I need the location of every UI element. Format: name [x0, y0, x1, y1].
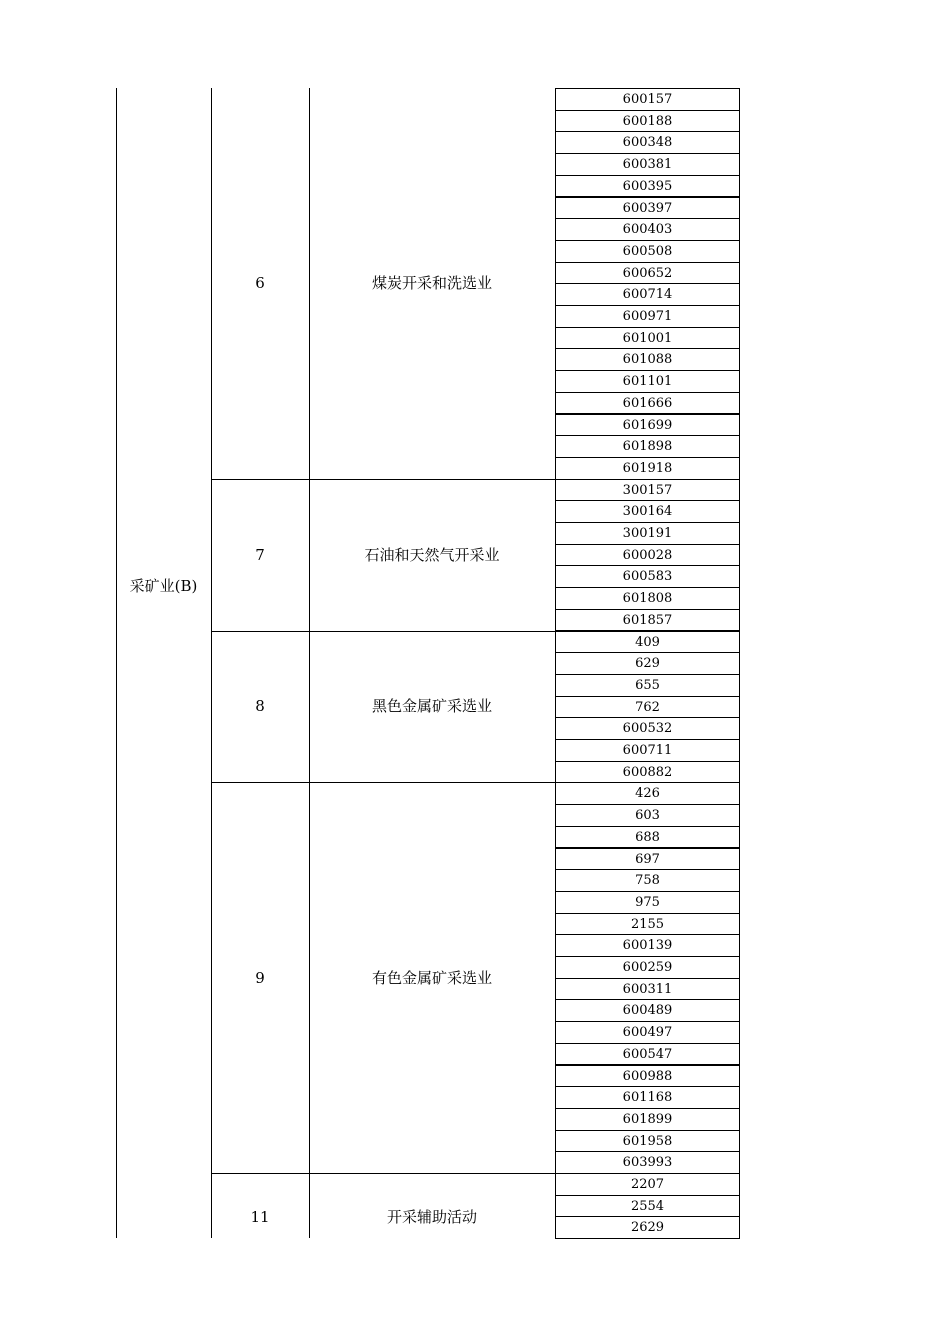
code-cell: [555, 1108, 740, 1131]
stock-code: 600403: [622, 222, 673, 238]
stock-code: 601666: [622, 395, 673, 411]
stock-code: 758: [635, 873, 660, 889]
stock-code: 600028: [622, 547, 673, 563]
code-cell: [555, 110, 740, 133]
group-number: 9: [255, 968, 265, 987]
code-cell: [555, 934, 740, 957]
stock-code: 697: [635, 851, 660, 867]
code-cell: [555, 1173, 740, 1196]
stock-code: 600532: [622, 721, 673, 737]
group-separator: [211, 782, 555, 783]
stock-code: 601168: [622, 1090, 673, 1106]
stock-code: 601101: [622, 374, 673, 390]
code-cell: [555, 739, 740, 762]
group-name: 煤炭开采和洗选业: [371, 274, 492, 293]
stock-code: 2207: [630, 1177, 665, 1192]
stock-code: 600139: [622, 938, 673, 954]
code-cell: [555, 1065, 740, 1088]
stock-code: 409: [635, 634, 660, 650]
code-cell: [555, 197, 740, 220]
stock-code: 629: [635, 656, 660, 672]
stock-code: 601899: [622, 1111, 673, 1127]
stock-code: 600547: [622, 1046, 673, 1062]
code-cell: [555, 370, 740, 393]
stock-code: 601808: [622, 591, 673, 607]
stock-code: 600188: [622, 113, 673, 129]
stock-code: 600397: [622, 200, 673, 216]
group-name: 开采辅助活动: [386, 1208, 477, 1226]
code-cell: [555, 348, 740, 371]
stock-code: 600157: [622, 92, 673, 107]
code-cell: [555, 717, 740, 740]
code-cell: [555, 826, 740, 849]
stock-code: 600988: [622, 1068, 673, 1084]
code-cell: [555, 414, 740, 437]
code-cell: [555, 327, 740, 350]
stock-code: 300191: [622, 526, 673, 541]
code-cell: [555, 218, 740, 241]
stock-code: 601898: [622, 439, 673, 455]
code-cell: [555, 1216, 740, 1239]
code-cell: [555, 913, 740, 936]
code-cell: [555, 587, 740, 610]
group-name: 石油和天然气开采业: [364, 545, 500, 564]
code-cell: [555, 131, 740, 154]
code-cell: [555, 696, 740, 719]
code-cell: [555, 609, 740, 632]
code-cell: [555, 891, 740, 914]
code-cell: [555, 175, 740, 198]
code-cell: [555, 457, 740, 480]
group-number: 11: [250, 1208, 270, 1226]
stock-code: 688: [635, 829, 660, 845]
group-number: 6: [255, 274, 265, 293]
stock-code: 2629: [630, 1220, 665, 1236]
stock-code: 600711: [622, 743, 673, 758]
stock-code: 600395: [622, 178, 673, 194]
stock-code: 600497: [622, 1025, 673, 1041]
code-cell: [555, 522, 740, 545]
stock-code: 600508: [622, 243, 673, 259]
stock-code: 603: [635, 808, 660, 824]
stock-code: 600381: [622, 157, 673, 173]
stock-code: 2554: [630, 1198, 665, 1214]
stock-code: 600311: [622, 981, 673, 997]
code-cell: [555, 761, 740, 784]
stock-code: 300164: [622, 504, 673, 520]
code-cell: [555, 283, 740, 306]
stock-code: 600714: [622, 287, 673, 303]
code-cell: [555, 88, 740, 111]
code-cell: [555, 1195, 740, 1218]
code-cell: [555, 848, 740, 871]
code-cell: [555, 435, 740, 458]
stock-code: 426: [635, 786, 660, 802]
stock-code: 601958: [622, 1133, 673, 1149]
code-cell: [555, 1021, 740, 1044]
code-cell: [555, 1043, 740, 1066]
group-number: 8: [255, 697, 265, 716]
code-cell: [555, 674, 740, 697]
code-cell: [555, 869, 740, 892]
stock-code: 601918: [622, 460, 673, 476]
stock-code: 655: [635, 677, 660, 693]
group-number: 7: [255, 545, 265, 564]
stock-code: 600348: [622, 135, 673, 151]
stock-code: 300157: [622, 482, 673, 498]
stock-code: 601001: [622, 330, 673, 346]
code-cell: [555, 999, 740, 1022]
stock-code: 601699: [622, 417, 673, 433]
code-cell: [555, 978, 740, 1001]
group-num-right-border: [309, 88, 310, 1238]
code-cell: [555, 782, 740, 805]
code-cell: [555, 956, 740, 979]
stock-code: 600652: [622, 265, 673, 281]
code-cell: [555, 544, 740, 567]
group-separator: [211, 631, 555, 632]
stock-code: 600489: [622, 1003, 673, 1019]
code-cell: [555, 631, 740, 654]
stock-code: 600882: [622, 764, 673, 780]
stock-code: 2155: [630, 916, 665, 932]
stock-code: 762: [635, 699, 660, 715]
stock-code: 600583: [622, 569, 673, 585]
sector-right-border: [211, 88, 212, 1238]
sector-label: 采矿业(B): [129, 577, 198, 595]
stock-code: 601857: [622, 612, 673, 628]
code-cell: [555, 153, 740, 176]
code-cell: [555, 1086, 740, 1109]
code-cell: [555, 565, 740, 588]
code-cell: [555, 1130, 740, 1153]
code-cell: [555, 1151, 740, 1174]
group-name: 有色金属矿采选业: [371, 968, 492, 987]
code-cell: [555, 262, 740, 285]
group-name: 黑色金属矿采选业: [371, 697, 492, 716]
code-cell: [555, 652, 740, 675]
stock-code: 603993: [622, 1155, 673, 1171]
stock-code: 975: [635, 894, 660, 910]
code-cell: [555, 392, 740, 415]
stock-code: 601088: [622, 352, 673, 368]
sector-left-border: [116, 88, 117, 1238]
group-separator: [211, 479, 555, 480]
stock-code: 600971: [622, 309, 673, 324]
group-separator: [211, 1173, 555, 1174]
code-cell: [555, 305, 740, 328]
code-cell: [555, 500, 740, 523]
stock-code: 600259: [622, 960, 673, 975]
code-cell: [555, 804, 740, 827]
code-cell: [555, 240, 740, 263]
code-cell: [555, 479, 740, 502]
